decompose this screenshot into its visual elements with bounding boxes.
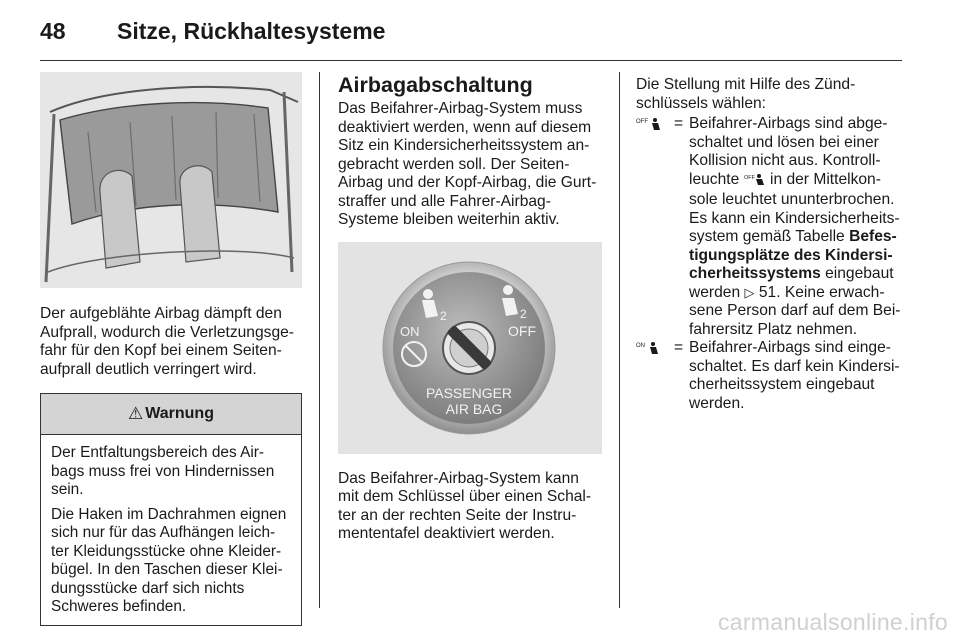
text-line: Kollision nicht aus. Kontroll- [689, 152, 881, 169]
warning-box [40, 393, 302, 626]
text-line: straffer und alle Fahrer-Airbag- [338, 192, 551, 210]
text-line: werden [689, 283, 741, 301]
svg-text:OFF: OFF [743, 174, 755, 181]
page-number: 48 [40, 18, 66, 44]
text-line: Die Stellung mit Hilfe des Zünd- [636, 76, 856, 93]
text-line: sole leuchtet ununterbrochen. [689, 191, 895, 208]
warning-line: bügel. In den Taschen dieser Klei- [51, 561, 283, 578]
deactivation-outro [338, 470, 602, 544]
text-line: werden. [689, 394, 745, 412]
text-line: schaltet und lösen bei einer [689, 133, 879, 151]
airbag-off-icon [636, 115, 674, 339]
table-link[interactable]: Befes- [849, 228, 897, 245]
text-line: Das Beifahrer-Airbag-System muss [338, 100, 583, 117]
airbag-switch-figure [338, 242, 602, 454]
text-line: Es kann ein Kindersicherheits- [689, 209, 900, 227]
warning-line: Schweres befinden. [51, 598, 187, 615]
text-line: schaltet. Es darf kein Kindersi- [689, 357, 900, 375]
text-line: Airbag und der Kopf-Airbag, die Gurt- [338, 174, 597, 191]
text-line: Beifahrer-Airbags sind einge- [689, 339, 891, 356]
text-line: ter an der rechten Seite der Instru- [338, 506, 577, 524]
column-divider-2 [619, 72, 620, 608]
column-left [40, 72, 302, 626]
definition-on [636, 339, 904, 413]
curtain-airbag-illustration [40, 72, 302, 288]
equals-sign: = [674, 339, 684, 356]
warning-triangle-icon: ⚠ [128, 404, 144, 423]
switch-label-off: OFF [508, 322, 536, 339]
text-line: Das Beifahrer-Airbag-System kann [338, 469, 579, 487]
definition-on-text [689, 339, 904, 413]
warning-paragraph [51, 506, 293, 617]
header-divider [40, 60, 902, 61]
seat-number-off: 2 [520, 306, 527, 321]
definition-off [636, 115, 904, 339]
text-line: leuchte [689, 170, 740, 188]
svg-text:OFF: OFF [636, 119, 648, 125]
warning-line: sein. [51, 481, 84, 498]
switch-label-on: ON [400, 323, 420, 339]
watermark: carmanualsonline.info [717, 609, 948, 635]
text-line: schlüssels wählen: [636, 94, 767, 112]
text-line: Beifahrer-Airbags sind abge- [689, 115, 888, 132]
text-line: mententafel deaktiviert werden. [338, 525, 555, 542]
position-intro [636, 76, 904, 113]
page-reference-link[interactable]: 51. Keine erwach- [758, 283, 885, 301]
warning-paragraph [51, 444, 293, 500]
caption-line: Der aufgeblähte Airbag dämpft den [40, 305, 282, 322]
text-line: mit dem Schlüssel über einen Schal- [338, 488, 592, 505]
text-line: fahrersitz Platz nehmen. [689, 320, 858, 338]
warning-line: Die Haken im Dachrahmen eignen [51, 505, 287, 523]
warning-title: Warnung [145, 405, 214, 422]
column-divider-1 [319, 72, 320, 608]
text-line: gebracht werden soll. Der Seiten- [338, 155, 570, 173]
section-title: Sitze, Rückhaltesysteme [117, 18, 386, 44]
deactivation-intro [338, 100, 602, 230]
warning-line: Der Entfaltungsbereich des Air- [51, 444, 265, 461]
seat-number-on: 2 [440, 308, 447, 323]
equals-sign: = [674, 115, 684, 132]
text-line: eingebaut [825, 265, 894, 282]
key-switch-icon [338, 242, 602, 454]
text-line: system gemäß Tabelle [689, 228, 845, 245]
warning-line: bags muss frei von Hindernissen [51, 462, 275, 480]
definition-off-text [689, 115, 904, 339]
car-interior-icon [40, 72, 302, 288]
page-reference-arrow-icon: ▷ [744, 284, 755, 300]
page-header [0, 0, 960, 62]
warning-line: dungsstücke darf sich nichts [51, 579, 245, 597]
caption-line: fahr für den Kopf bei einem Seiten- [40, 342, 282, 359]
svg-text:ON: ON [636, 343, 645, 349]
warning-body [41, 435, 301, 625]
warning-line: sich nur für das Aufhängen leich- [51, 524, 276, 541]
warning-header [41, 394, 301, 435]
airbag-off-inline-icon [744, 173, 766, 192]
column-right [636, 72, 904, 413]
text-line: Systeme bleiben weiterhin aktiv. [338, 211, 560, 228]
airbag-deactivation-title: Airbagabschaltung [338, 73, 533, 97]
text-line: in der Mittelkon- [769, 170, 881, 188]
switch-label-passenger: PASSENGER [425, 384, 513, 401]
airbag-on-icon [636, 339, 674, 413]
text-line: Sitz ein Kindersicherheitssystem an- [338, 137, 590, 154]
column-middle [338, 72, 602, 544]
caption-line: Aufprall, wodurch die Verletzungsge- [40, 323, 294, 341]
table-link[interactable]: cherheitssystems [689, 265, 821, 282]
switch-position-definitions [636, 115, 904, 413]
warning-line: ter Kleidungsstücke ohne Kleider- [51, 542, 282, 560]
switch-label-airbag: AIR BAG [445, 400, 503, 417]
airbag-caption [40, 305, 302, 379]
text-line: deaktiviert werden, wenn auf diesem [338, 118, 592, 136]
caption-line: aufprall deutlich verringert wird. [40, 360, 257, 378]
text-line: sene Person darf auf dem Bei- [689, 302, 901, 319]
table-link[interactable]: tigungsplätze des Kindersi- [689, 246, 893, 264]
text-line: cherheitssystem eingebaut [689, 376, 875, 393]
